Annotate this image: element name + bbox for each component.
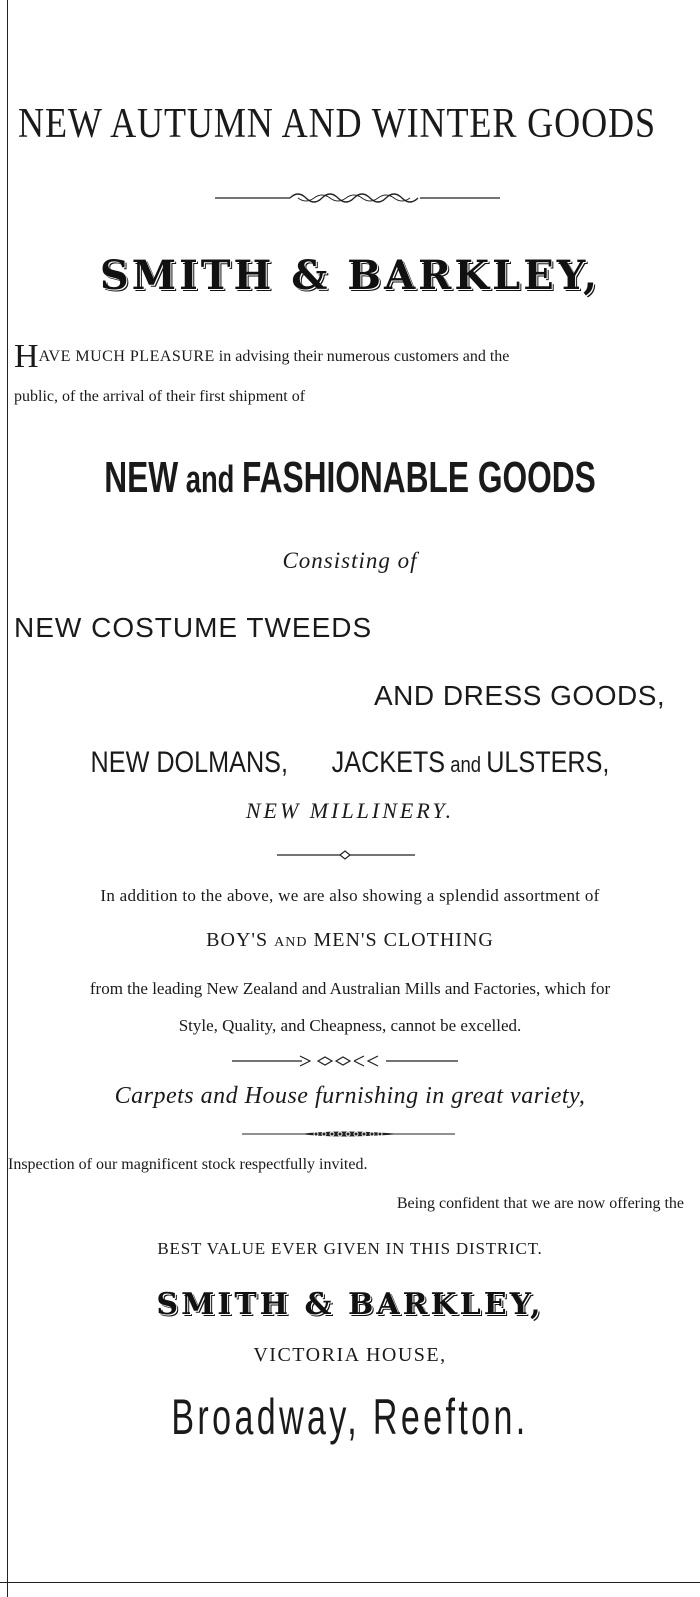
- fashion-heading: [98, 453, 602, 503]
- mills-text: from the leading New Zealand and Australian Mills and Factories, which for: [89, 979, 611, 998]
- addition-text: In addition to the above, we are also showing a splendid assortment of: [100, 886, 600, 905]
- clothing-and: AND: [274, 935, 308, 950]
- broadway-address: Broadway, Reefton.: [171, 1389, 529, 1445]
- dolmans-jackets: JACKETS: [331, 746, 446, 779]
- new-millinery: NEW MILLINERY.: [245, 798, 455, 823]
- inspection-text: Inspection of our magnificent stock respectfully invited.: [8, 1156, 368, 1173]
- confident-text: Being confident that we are now offering the: [396, 1195, 684, 1212]
- best-value-text: BEST VALUE EVER GIVEN IN THIS DISTRICT.: [157, 1239, 543, 1258]
- intro-caps: AVE MUCH PLEASURE: [38, 348, 215, 365]
- costume-tweeds: NEW COSTUME TWEEDS: [14, 612, 373, 643]
- fashion-and: and: [178, 459, 242, 501]
- clothing-mens: MEN'S CLOTHING: [307, 929, 494, 951]
- victoria-house: VICTORIA HOUSE,: [253, 1344, 447, 1366]
- bottom-rule: [0, 1582, 700, 1583]
- firm-name-footer: SMITH & BARKLEY,: [156, 1287, 544, 1322]
- dolmans-line: [56, 746, 644, 780]
- intro-rest: in advising their numerous customers and the: [214, 348, 510, 365]
- ornament-divider-2: [0, 845, 700, 865]
- headline: NEW AUTUMN AND WINTER GOODS: [18, 101, 656, 147]
- ornament-divider-3: [0, 1051, 700, 1071]
- consisting-of: Consisting of: [282, 548, 418, 573]
- fashion-new: NEW: [104, 453, 179, 502]
- fashion-goods: FASHIONABLE GOODS: [241, 453, 596, 502]
- clothing-boys: BOY'S: [206, 929, 275, 951]
- dolmans-left: NEW DOLMANS,: [90, 746, 288, 779]
- carpets-text: Carpets and House furnishing in great variety,: [114, 1083, 586, 1109]
- intro-line-2: public, of the arrival of their first shipment of: [14, 388, 306, 405]
- dolmans-and: and: [445, 752, 487, 777]
- style-text: Style, Quality, and Cheapness, cannot be excelled.: [178, 1016, 522, 1035]
- dress-goods: AND DRESS GOODS,: [374, 680, 666, 711]
- drop-cap: H: [14, 338, 39, 375]
- intro-line-1: [14, 338, 694, 375]
- ornament-divider-4: [0, 1124, 700, 1144]
- ornament-divider-1: [0, 188, 700, 208]
- dolmans-ulsters: ULSTERS,: [486, 746, 610, 779]
- firm-name-heading: SMITH & BARKLEY,: [99, 252, 601, 299]
- clothing-heading: [0, 929, 700, 952]
